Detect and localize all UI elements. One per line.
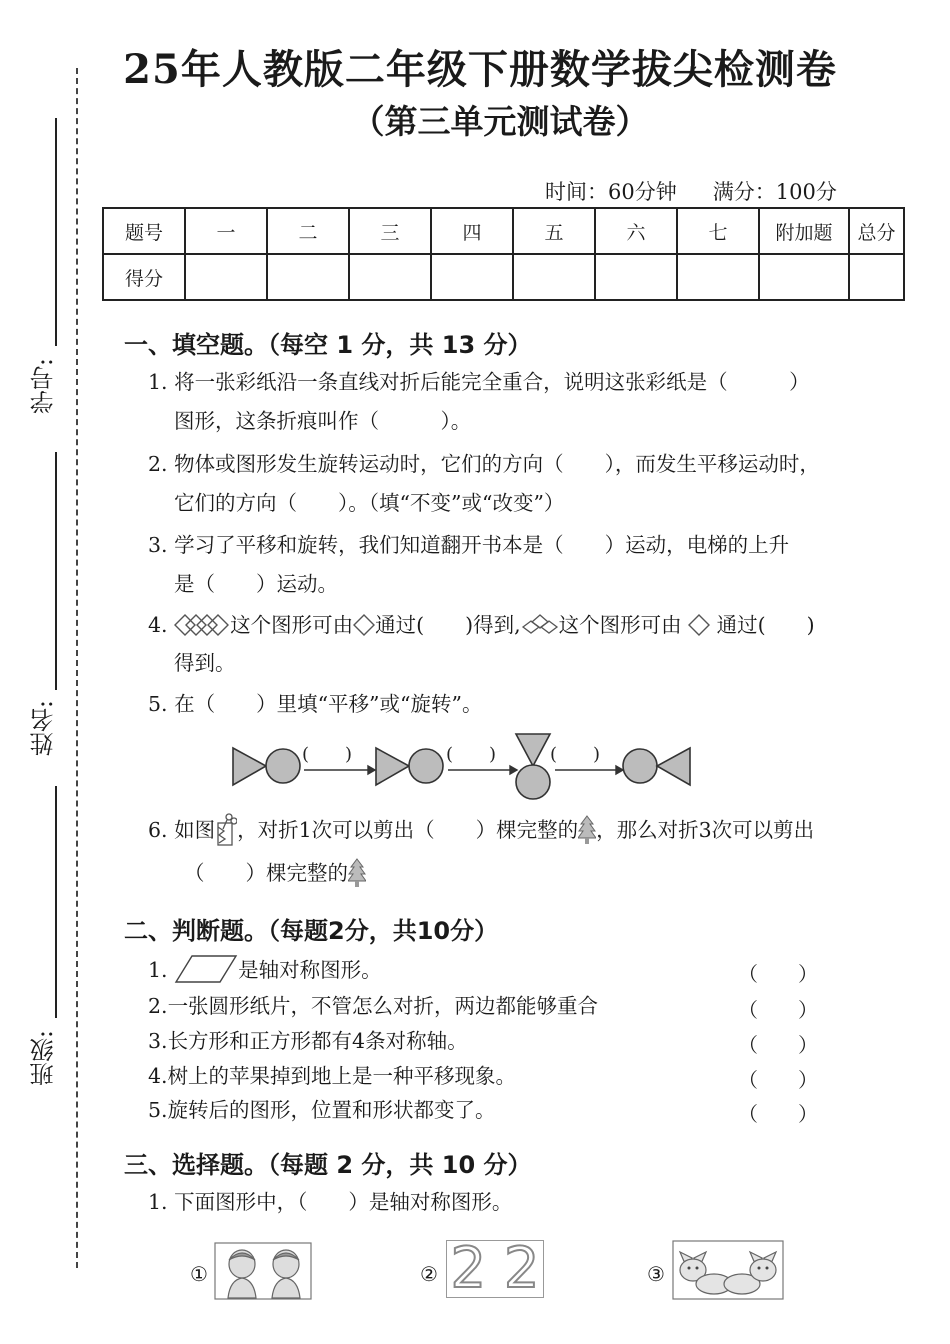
choice-question-1: 1. 下面图形中，（ ）是轴对称图形。 (148, 1190, 513, 1214)
number-22-picture: 2 2 (446, 1240, 544, 1298)
binding-dashed-line (76, 68, 78, 1268)
circle-shape (266, 749, 300, 783)
score-input-cell[interactable] (349, 254, 431, 300)
question-number: 1. (148, 958, 168, 982)
q6-text-3: ，那么对折3次可以剪出 (596, 818, 815, 842)
shape-transform-diagram (228, 730, 698, 802)
question-number: 4. (148, 613, 168, 637)
judge-answer-blank[interactable]: （ ） (738, 1068, 818, 1092)
score-header-row (103, 208, 904, 254)
score-input-cell[interactable] (849, 254, 904, 300)
folded-paper-scissors-icon (215, 813, 237, 847)
table-cell: 七 (677, 208, 759, 254)
time-limit: 时间：60分钟 (545, 180, 677, 204)
table-cell: 四 (431, 208, 513, 254)
table-cell: 题号 (103, 208, 185, 254)
question-1-2-cont: 它们的方向（ ）。（填“不变”或“改变”） (174, 491, 565, 515)
table-cell: 二 (267, 208, 349, 254)
table-cell: 得分 (103, 254, 185, 300)
page-subtitle: （第三单元测试卷） (351, 102, 649, 141)
table-cell: 附加题 (759, 208, 849, 254)
triangle-shape (233, 748, 266, 785)
banji-label: 班级: (30, 1030, 58, 1087)
diamond-chain-icon (174, 614, 230, 636)
judge-item-1 (148, 952, 382, 988)
judge-answer-blank[interactable]: （ ） (738, 1102, 818, 1126)
judge-item-5 (148, 1092, 496, 1128)
judge-item-text: 一张圆形纸片，不管怎么对折，两边都能够重合 (167, 994, 599, 1018)
judge-item-3 (148, 1023, 468, 1059)
question-1-3-cont: 是（ ）运动。 (174, 572, 338, 596)
section-2-title: 二、判断题。（每题2分，共10分） (124, 917, 499, 945)
boys-picture (214, 1242, 312, 1300)
table-cell: 六 (595, 208, 677, 254)
score-table (102, 207, 905, 301)
triangle-shape (376, 748, 409, 785)
circle-shape (516, 765, 550, 799)
option-3-label[interactable]: ③ (647, 1262, 665, 1286)
diamond-icon (688, 614, 710, 636)
judge-item-4 (148, 1058, 516, 1094)
question-1-1-cont: 图形，这条折痕叫作（ ）。 (174, 409, 472, 433)
score-input-cell[interactable] (267, 254, 349, 300)
triangle-shape (657, 748, 690, 785)
option-1-label[interactable]: ① (190, 1262, 208, 1286)
question-1-2: 2. 物体或图形发生旋转运动时，它们的方向（ ），而发生平移运动时， (148, 452, 820, 476)
judge-answer-blank[interactable]: （ ） (738, 962, 818, 986)
q6-text-2: ，对折1次可以剪出（ ）棵完整的 (237, 818, 579, 842)
dogs-picture (672, 1240, 784, 1300)
q4-text-3: 这个图形可由 (558, 613, 682, 637)
question-number: 4. (148, 1064, 168, 1088)
rotated-diamonds-icon (521, 613, 559, 637)
judge-item-text: 树上的苹果掉到地上是一种平移现象。 (167, 1064, 517, 1088)
section-1-title: 一、填空题。（每空 1 分，共 13 分） (124, 331, 532, 359)
question-number: 2. (148, 994, 168, 1018)
xingming-label: 姓名: (30, 700, 58, 757)
score-input-cell[interactable] (185, 254, 267, 300)
q6-text-1: 6. 如图 (148, 818, 216, 842)
exam-meta (545, 176, 837, 206)
question-1-6-cont (184, 856, 366, 888)
question-1-5: 5. 在（ ）里填“平移”或“旋转”。 (148, 692, 483, 716)
table-cell: 一 (185, 208, 267, 254)
score-input-cell[interactable] (595, 254, 677, 300)
q4-text-2: 通过( )得到, (375, 613, 521, 637)
paren-blank[interactable]: ( ) (302, 744, 353, 765)
option-2-label[interactable]: ② (420, 1262, 438, 1286)
tree-icon (348, 858, 366, 888)
judge-item-text: 旋转后的图形，位置和形状都变了。 (167, 1098, 496, 1122)
xuehao-label: 学号: (30, 358, 58, 415)
question-1-4-cont: 得到。 (174, 651, 236, 675)
paren-blank[interactable]: ( ) (446, 744, 497, 765)
q6-text-4: （ ）棵完整的 (184, 861, 348, 885)
score-input-cell[interactable] (513, 254, 595, 300)
q4-text-4: 通过( ) (716, 613, 815, 637)
question-number: 3. (148, 1029, 168, 1053)
circle-shape (409, 749, 443, 783)
judge-answer-blank[interactable]: （ ） (738, 1033, 818, 1057)
judge-item-text: 是轴对称图形。 (238, 958, 382, 982)
judge-answer-blank[interactable]: （ ） (738, 998, 818, 1022)
table-cell: 总分 (849, 208, 904, 254)
tree-icon (578, 815, 596, 845)
question-1-4 (148, 607, 815, 643)
question-number: 5. (148, 1098, 168, 1122)
page-title: 25年人教版二年级下册数学拔尖检测卷 (123, 46, 837, 93)
circle-shape (623, 749, 657, 783)
question-1-6 (148, 812, 814, 848)
paren-blank[interactable]: ( ) (550, 744, 601, 765)
q4-text-1: 这个图形可由 (230, 613, 354, 637)
parallelogram-icon (174, 954, 238, 984)
triangle-shape (516, 734, 550, 766)
score-input-cell[interactable] (431, 254, 513, 300)
banji-line[interactable] (55, 786, 57, 1018)
score-input-cell[interactable] (677, 254, 759, 300)
judge-item-text: 长方形和正方形都有4条对称轴。 (167, 1029, 468, 1053)
table-cell: 五 (513, 208, 595, 254)
diamond-icon (353, 614, 375, 636)
xingming-line[interactable] (55, 452, 57, 690)
xuehao-line[interactable] (55, 118, 57, 346)
score-input-cell[interactable] (759, 254, 849, 300)
section-3-title: 三、选择题。（每题 2 分，共 10 分） (124, 1151, 532, 1179)
question-1-3: 3. 学习了平移和旋转，我们知道翻开书本是（ ）运动，电梯的上升 (148, 533, 790, 557)
score-value-row (103, 254, 904, 300)
question-1-1: 1. 将一张彩纸沿一条直线对折后能完全重合，说明这张彩纸是（ ） (148, 370, 810, 394)
full-score: 满分：100分 (712, 180, 837, 204)
judge-item-2 (148, 988, 598, 1024)
table-cell: 三 (349, 208, 431, 254)
